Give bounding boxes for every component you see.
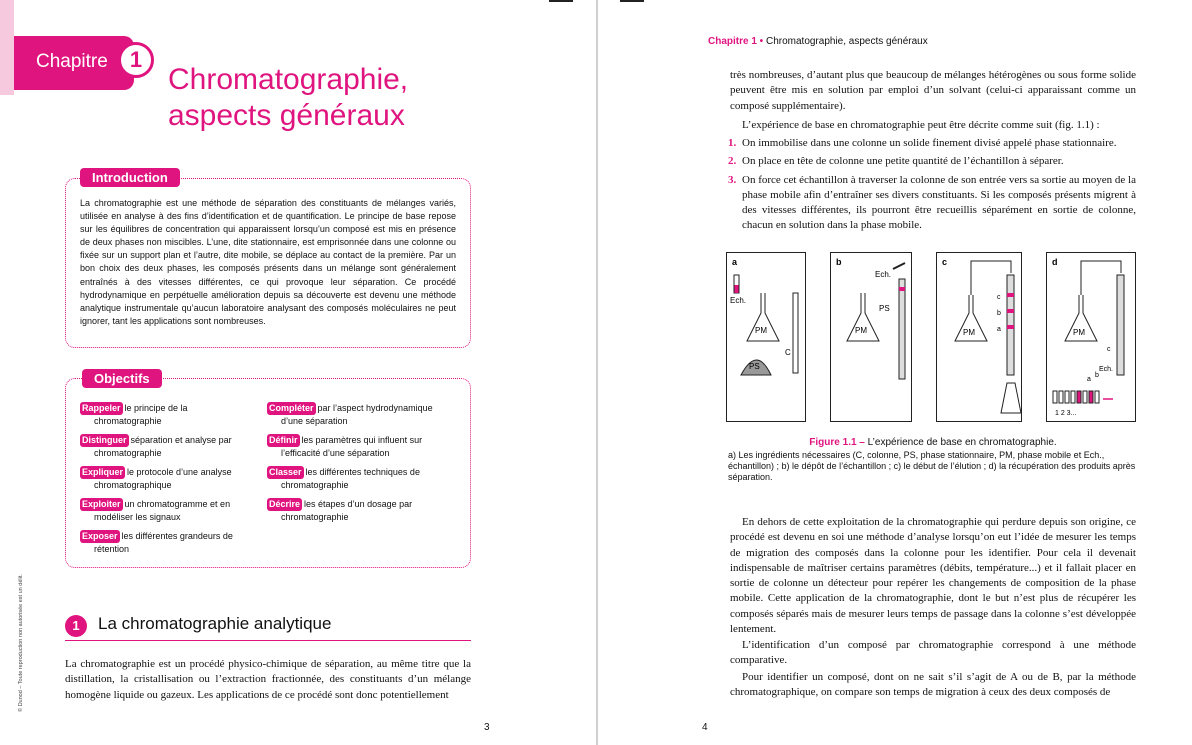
lbl-c-a: C xyxy=(785,348,791,357)
chapter-title-line2: aspects généraux xyxy=(168,99,405,132)
objectives-column-1 xyxy=(80,402,260,562)
panel-b-drawing xyxy=(831,253,913,423)
figure-panel-a xyxy=(726,252,806,422)
paragraph-2: L’expérience de base en chromatographie peut être décrite comme suit (fig. 1.1) : xyxy=(742,119,1100,131)
objectives-column-2 xyxy=(267,402,467,530)
objective-verb: Rappeler xyxy=(82,403,121,413)
band-b xyxy=(1007,309,1014,313)
objective-verb: Exposer xyxy=(82,531,118,541)
panel-d-letter: d xyxy=(1052,257,1058,267)
panel-c-drawing xyxy=(937,253,1023,423)
panel-a-drawing xyxy=(727,253,807,423)
objective-verb: Compléter xyxy=(269,403,314,413)
chapter-title xyxy=(168,62,468,134)
lbl-ech-b: Ech. xyxy=(875,270,892,279)
objective-item xyxy=(80,530,260,556)
lbl-pm-d: PM xyxy=(1073,328,1085,337)
pipette xyxy=(893,263,905,269)
band-c xyxy=(1007,293,1014,297)
objective-text: séparation et analyse par xyxy=(130,435,232,445)
copyright-note: © Dunod – Toute reproduction non autorisée est un délit. xyxy=(18,574,24,712)
caption-text: a) Les ingrédients nécessaires (C, colonne, PS, phase stationnaire, PM, phase mobile et Ech., échantillon) ; b) le dépôt de l’échantillon ; c) le début de l’élution ; d) la récupération des produits après séparation. xyxy=(728,450,1136,482)
section-body-text: La chromatographie est un procédé physico-chimique de séparation, au même titre que la distillation, la cristallisation ou l’extraction fractionnée, des constituants d’un mélange homogène liquide ou gazeux. Les applications de ce procédé sont donc potentiellement xyxy=(65,658,471,701)
caption-title: L’expérience de base en chromatographie. xyxy=(867,437,1057,448)
collector-c xyxy=(1001,383,1021,413)
objective-text-continued: l’efficacité d’une séparation xyxy=(281,448,390,458)
objective-verb: Classer xyxy=(269,467,302,477)
paragraph-4: L’identification d’un composé par chromatographie correspond à une méthode comparative. xyxy=(730,639,1136,667)
objective-text: les paramètres qui influent sur xyxy=(301,435,423,445)
objective-text-continued: chromatographie xyxy=(94,448,162,458)
lbl-d-b: b xyxy=(1095,372,1099,379)
column-b xyxy=(899,279,905,379)
column-d xyxy=(1117,275,1124,375)
tube-d xyxy=(1081,261,1121,295)
lbl-small-c: c xyxy=(997,294,1001,301)
chapter-number: 1 xyxy=(118,42,154,78)
chapter-band xyxy=(0,0,14,95)
collection-tubes xyxy=(1053,391,1099,403)
figure-caption xyxy=(728,437,1138,483)
objective-item xyxy=(267,402,467,428)
panel-d-drawing xyxy=(1047,253,1137,423)
lbl-tubes: 1 2 3... xyxy=(1055,410,1077,417)
objective-text: les différentes techniques de xyxy=(305,467,420,477)
page-number-right: 4 xyxy=(702,722,708,733)
sample-band-b xyxy=(899,287,905,291)
objective-item xyxy=(267,498,467,524)
objective-text: un chromatogramme et en xyxy=(124,499,231,509)
step-text: On force cet échantillon à traverser la colonne de son entrée vers sa sortie au moyen de la phase mobile afin d’entraîner ses divers constituants. Si les composés présents migrent à des vitesses différentes, ils pourront être recueillis séparément en sortie de colonne, chacun en solution dans la phase mobile. xyxy=(742,173,1136,232)
objectives-label: Objectifs xyxy=(82,369,162,388)
lbl-ech-d: Ech. xyxy=(1099,366,1114,373)
page-number-left: 3 xyxy=(484,722,490,733)
objective-text: par l’aspect hydrodynamique xyxy=(317,403,433,413)
objective-verb: Expliquer xyxy=(82,467,124,477)
caption-title-line xyxy=(728,437,1138,448)
caption-label: Figure 1.1 – xyxy=(809,437,865,448)
objective-item xyxy=(80,402,260,428)
objective-item xyxy=(80,434,260,460)
crop-mark xyxy=(549,0,573,2)
section-number: 1 xyxy=(65,615,87,637)
objective-text: les différentes grandeurs de xyxy=(121,531,233,541)
objective-text: les étapes d’un dosage par xyxy=(304,499,413,509)
figure-panel-c xyxy=(936,252,1022,422)
lbl-pm-b: PM xyxy=(855,326,867,335)
objective-item xyxy=(80,498,260,524)
paragraph-5: Pour identifier un composé, dont on ne sait s’il s’agit de A ou de B, par la méthode chromatographique, on compare son temps de migration à ceux des deux composés de xyxy=(730,671,1136,699)
section-title: La chromatographie analytique xyxy=(98,614,332,633)
objective-text-continued: chromatographie xyxy=(94,416,162,426)
step-number: 3. xyxy=(728,173,737,186)
objective-text-continued: rétention xyxy=(94,544,130,554)
step-text: On place en tête de colonne une petite quantité de l’échantillon à séparer. xyxy=(742,155,1064,168)
running-head-chapter: Chapitre 1 • xyxy=(708,36,764,47)
figure-panel-d xyxy=(1046,252,1136,422)
objective-verb: Décrire xyxy=(269,499,301,509)
objective-verb: Exploiter xyxy=(82,499,121,509)
running-head-title: Chromatographie, aspects généraux xyxy=(765,36,928,47)
objective-item xyxy=(267,466,467,492)
objective-text-continued: chromatographie xyxy=(281,512,349,522)
chapter-tab xyxy=(14,36,143,90)
figure-panel-b xyxy=(830,252,912,422)
objective-text-continued: chromatographie xyxy=(281,480,349,490)
chapter-title-line1: Chromatographie, xyxy=(168,63,409,96)
objective-text-continued: chromatographique xyxy=(94,480,172,490)
objective-text-continued: modéliser les signaux xyxy=(94,512,181,522)
column-a xyxy=(793,293,798,373)
objective-item xyxy=(80,466,260,492)
objective-text: le protocole d’une analyse xyxy=(127,467,232,477)
right-page xyxy=(598,0,1192,745)
panel-c-letter: c xyxy=(942,257,948,267)
lbl-pm-a: PM xyxy=(755,326,767,335)
objective-text: le principe de la xyxy=(124,403,188,413)
objective-text-continued: d’une séparation xyxy=(281,416,348,426)
lbl-d-a: a xyxy=(1087,376,1091,383)
tube-c xyxy=(971,261,1011,295)
band-a xyxy=(1007,325,1014,329)
introduction-text: La chromatographie est une méthode de séparation des constituants de mélanges variés, utilisée en analyse à des fins d’identification et de quantification. Le principe de base repose sur les équilibres de concentration qui apparaissent lorsqu’un composé est mis en présence de deux phases non miscibles. L’une, dite stationnaire, est emprisonnée dans une colonne ou fixée sur un support plan et l’autre, dite mobile, se déplace au contact de la première. Par un bon choix des deux phases, les composés présents dans un mélange sont généralement entraînés à des vitesses différentes, ce qui provoque leur séparation. Ce procédé hydrodynamique en perpétuelle amélioration depuis sa découverte est devenu une méthode analytique instrumentale qu’aucun laboratoire analysant des composés moléculaires ne peut ignorer, tant les applications sont nombreuses. xyxy=(80,198,456,326)
crop-mark xyxy=(620,0,644,2)
objective-item xyxy=(267,434,467,460)
chapter-word: Chapitre xyxy=(36,51,108,72)
running-head xyxy=(708,36,928,47)
steps-list xyxy=(728,136,1136,237)
panel-b-letter: b xyxy=(836,257,842,267)
panel-a-letter: a xyxy=(732,257,738,267)
step-item xyxy=(728,173,1136,234)
objective-verb: Distinguer xyxy=(82,435,127,445)
paragraph-3: En dehors de cette exploitation de la chromatographie qui perdure depuis son origine, ce procédé est devenu en soi une méthode d’analyse lorsqu’on eut l’idée de mesurer les temps de migration des composés dans la colonne pour les identifier. Pour cela il devenait indispensable de maîtriser certains paramètres (débits, température...) et il fallait placer en sortie de colonne un détecteur pour repérer les changements de composition de la phase mobile. Cette application de la chromatographie, dont le but n’est plus de récupérer les composés séparés mais de mesurer leurs temps de passage dans la colonne s’est développée lentement. xyxy=(730,516,1136,636)
lbl-small-b: b xyxy=(997,310,1001,317)
step-item xyxy=(728,136,1136,151)
lbl-d-c: c xyxy=(1107,346,1111,353)
paragraph-1: très nombreuses, d’autant plus que beaucoup de mélanges hétérogènes ou sous forme solide peuvent être mis en solution par emploi d’un solvant (celui-ci apparaissant comme un composé supplémentaire). xyxy=(730,69,1136,112)
lbl-ps-a: PS xyxy=(749,362,760,371)
sample-liquid xyxy=(735,285,739,293)
lbl-ech-a: Ech. xyxy=(730,296,747,305)
step-item xyxy=(728,154,1136,169)
lbl-pm-c: PM xyxy=(963,328,975,337)
introduction-label: Introduction xyxy=(80,168,180,187)
step-number: 1. xyxy=(728,137,737,149)
objective-verb: Définir xyxy=(269,435,298,445)
section-rule xyxy=(65,640,471,641)
step-number: 2. xyxy=(728,155,737,168)
step-text: On immobilise dans une colonne un solide finement divisé appelé phase stationnaire. xyxy=(742,137,1117,149)
lbl-small-a: a xyxy=(997,326,1001,333)
lbl-ps-b: PS xyxy=(879,304,890,313)
